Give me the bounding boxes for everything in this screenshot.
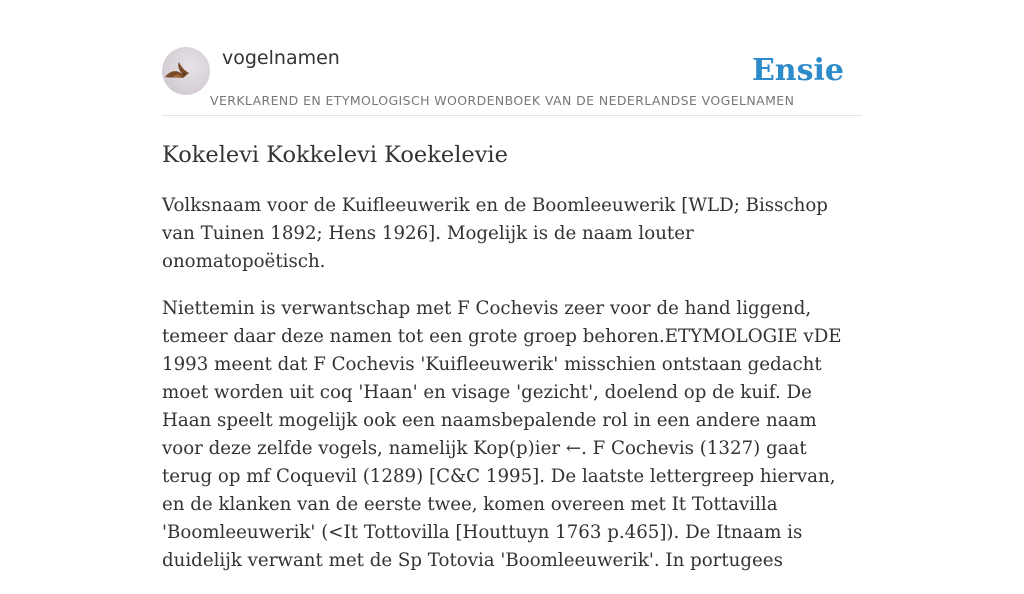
site-name[interactable]: vogelnamen	[222, 47, 340, 69]
article-paragraph: Niettemin is verwantschap met F Cochevis zeer voor de hand liggend, temeer daar deze namen tot een grote groep behoren.ETYMOLOGIE vDE 1993 meent dat F Cochevis 'Kuifleeuwerik' misschien ontstaan gedacht moet worden uit coq 'Haan' en visage 'gezicht', doelend op de kuif. De Haan speelt mogelijk ook een naamsbepalende rol in een andere naam voor deze zelfde vogels, namelijk Kop(p)ier ←. F Cochevis (1327) gaat terug op mf Coquevil (1289) [C&C 1995]. De laatste lettergreep hiervan, en de klanken van de eerste twee, komen overeen met It Tottavilla 'Boomleeuwerik' (<It Tottovilla [Houttuyn 1763 p.465]). De Itnaam is duidelijk verwant met de Sp Totovia 'Boomleeuwerik'. In portugees	[162, 298, 842, 571]
site-subtitle: VERKLAREND EN ETYMOLOGISCH WOORDENBOEK VAN DE NEDERLANDSE VOGELNAMEN	[210, 93, 795, 108]
site-avatar[interactable]	[162, 47, 210, 95]
brand-logo[interactable]: Ensie	[751, 53, 844, 88]
article-paragraph: Volksnaam voor de Kuifleeuwerik en de Boomleeuwerik [WLD; Bisschop van Tuinen 1892; Hens 1926]. Mogelijk is de naam louter onomatopoëtisch.	[162, 195, 828, 272]
site-header	[162, 46, 862, 116]
article-body	[162, 192, 862, 594]
page-title: Kokelevi Kokkelevi Koekelevie	[162, 142, 508, 168]
bird-icon	[162, 47, 210, 95]
